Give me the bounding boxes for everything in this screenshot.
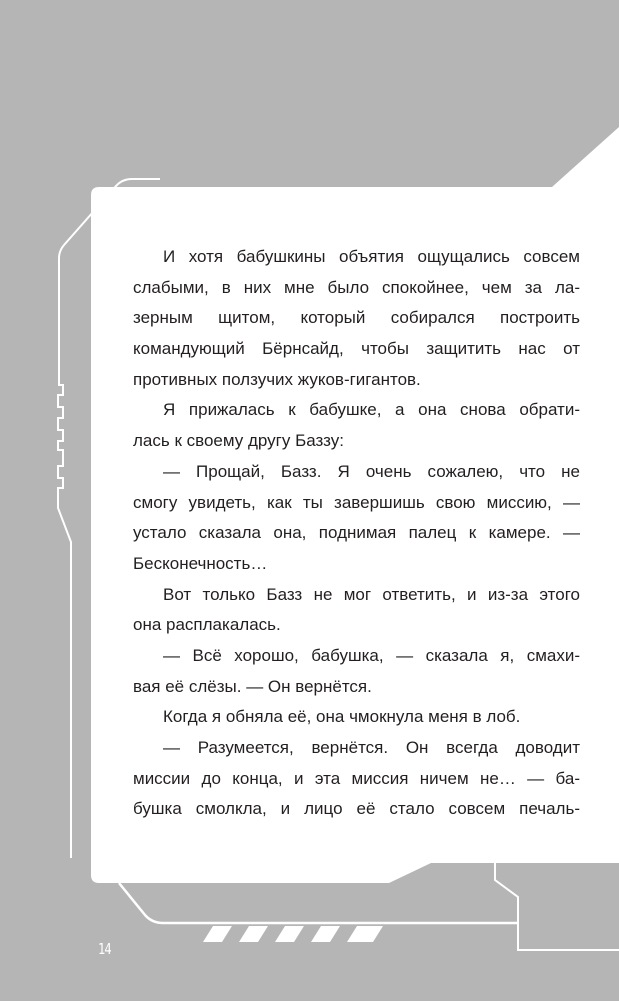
text-line: Бесконечность…	[133, 553, 268, 573]
bottom-frame-line	[119, 883, 518, 923]
text-line: миссии до конца, и эта миссия ничем не… — ба-	[133, 768, 580, 788]
text-line: — Разумеется, вернётся. Он всегда доводит	[163, 738, 580, 757]
text-line: она расплакалась.	[133, 615, 281, 635]
text-line: вая её слёзы. — Он вернётся.	[133, 676, 372, 696]
text-line: Я прижалась к бабушке, а она снова обрати-	[163, 400, 580, 420]
paragraph	[133, 395, 580, 456]
hazard-stripes	[203, 926, 383, 942]
paragraph	[133, 242, 580, 395]
text-line: Когда я обняла её, она чмокнула меня в лоб.	[163, 707, 521, 727]
page-number: 14	[98, 940, 111, 958]
text-line: зерным щитом, который собирался построить	[133, 308, 580, 328]
paragraph	[133, 580, 580, 641]
text-line: И хотя бабушкины объятия ощущались совсем	[163, 247, 580, 266]
text-line: — Прощай, Базз. Я очень сожалею, что не	[163, 461, 580, 481]
right-frame-line	[495, 863, 619, 950]
text-line: слабыми, в них мне было спокойнее, чем за ла-	[133, 277, 580, 297]
text-line: противных ползучих жуков-гигантов.	[133, 369, 421, 389]
paragraph	[133, 457, 580, 580]
text-line: лась к своему другу Баззу:	[133, 431, 344, 451]
text-line: командующий Бёрнсайд, чтобы защитить нас от	[133, 339, 580, 359]
text-line: смогу увидеть, как ты завершишь свою миссию, —	[133, 492, 580, 512]
paragraph	[133, 733, 580, 825]
text-line: устало сказала она, поднимая палец к камере. —	[133, 523, 580, 543]
paragraph	[133, 702, 580, 733]
paragraph	[133, 641, 580, 702]
text-line: бушка смолкла, и лицо её стало совсем печаль-	[133, 799, 580, 819]
text-line: — Всё хорошо, бабушка, — сказала я, смахи-	[163, 645, 580, 665]
text-line: Вот только Базз не мог ответить, и из-за этого	[163, 584, 580, 604]
body-text	[133, 242, 580, 825]
